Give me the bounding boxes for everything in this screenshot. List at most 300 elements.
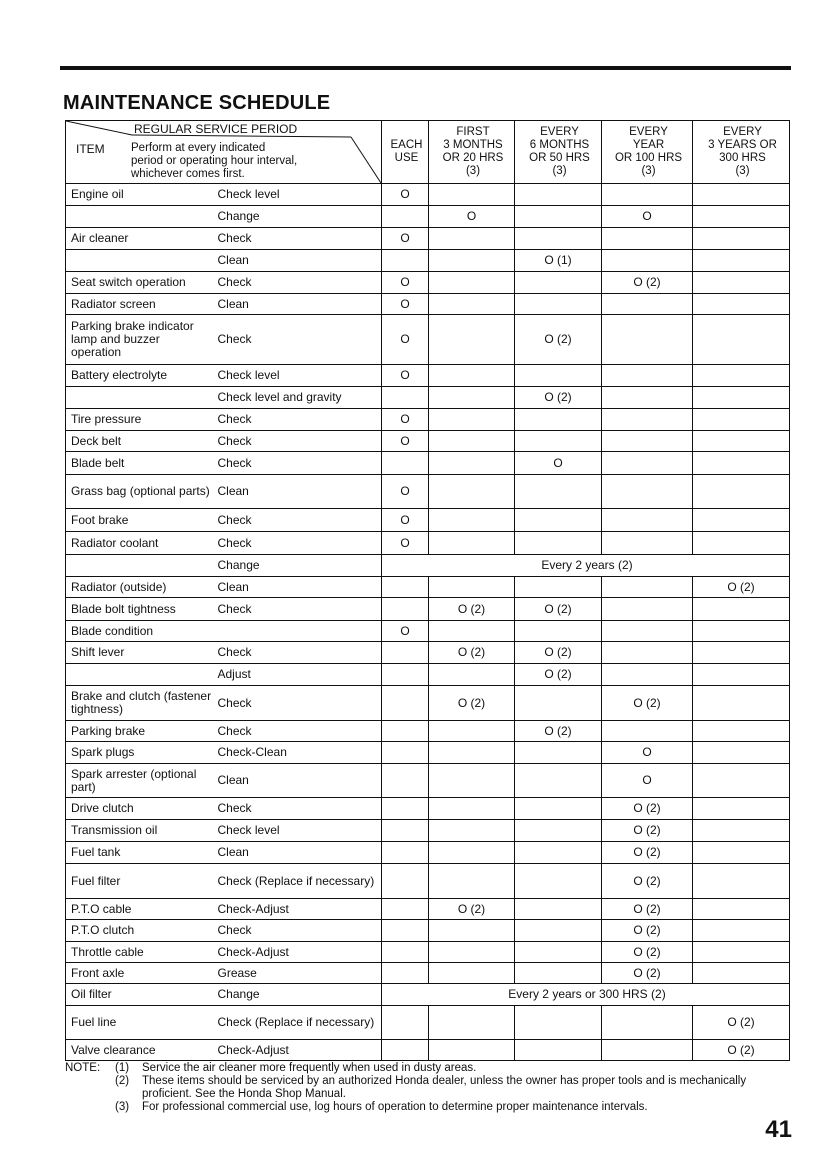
interval-cell: [429, 864, 515, 899]
action-cell: Check level: [214, 820, 382, 842]
interval-cell: [515, 431, 602, 452]
interval-cell: [602, 184, 693, 206]
interval-cell: [515, 798, 602, 820]
item-cell: Fuel line: [66, 1006, 214, 1040]
table-row: [66, 920, 790, 942]
action-cell: Check level and gravity: [214, 387, 382, 409]
interval-cell: [693, 920, 790, 942]
interval-cell: [515, 621, 602, 642]
interval-cell: O (2): [602, 272, 693, 294]
table-row: [66, 984, 790, 1006]
interval-cell: O (2): [429, 598, 515, 621]
interval-cell: [602, 387, 693, 409]
interval-cell: [429, 577, 515, 598]
regular-service-period-label: REGULAR SERVICE PERIOD: [134, 122, 298, 136]
interval-cell: [382, 577, 429, 598]
interval-cell: [382, 920, 429, 942]
interval-cell: O (2): [515, 721, 602, 742]
interval-cell: O: [515, 452, 602, 475]
interval-cell: [693, 820, 790, 842]
table-row: [66, 742, 790, 764]
col-first-3-months: FIRST 3 MONTHS OR 20 HRS (3): [429, 121, 515, 184]
interval-cell: [693, 742, 790, 764]
table-row: [66, 184, 790, 206]
table-row: [66, 864, 790, 899]
interval-cell: [602, 532, 693, 555]
action-cell: Check: [214, 686, 382, 721]
action-cell: Check (Replace if necessary): [214, 1006, 382, 1040]
interval-cell: [515, 942, 602, 963]
maintenance-table: [65, 120, 790, 1061]
item-cell: Grass bag (optional parts): [66, 475, 214, 509]
interval-cell: [602, 228, 693, 250]
interval-cell: [429, 431, 515, 452]
interval-cell: O (2): [602, 899, 693, 920]
action-cell: Check-Adjust: [214, 1040, 382, 1061]
item-cell: P.T.O clutch: [66, 920, 214, 942]
item-cell: Radiator coolant: [66, 532, 214, 555]
table-header-row: [66, 121, 790, 184]
interval-cell: [429, 228, 515, 250]
note-item: (2) These items should be serviced by an authorized Honda dealer, unless the owner has proper tools and is mechanically proficient. See the Honda Shop Manual.: [115, 1075, 747, 1100]
interval-span-cell: Every 2 years or 300 HRS (2): [382, 984, 790, 1006]
action-cell: Check: [214, 721, 382, 742]
interval-cell: [693, 387, 790, 409]
interval-cell: [429, 742, 515, 764]
table-row: [66, 365, 790, 387]
interval-cell: O: [382, 409, 429, 431]
table-row: [66, 206, 790, 228]
table-row: [66, 798, 790, 820]
interval-cell: O (2): [693, 577, 790, 598]
action-cell: Change: [214, 555, 382, 577]
table-row: [66, 1006, 790, 1040]
table-row: [66, 721, 790, 742]
interval-cell: O: [382, 315, 429, 365]
table-row: [66, 1040, 790, 1061]
action-cell: Check-Adjust: [214, 899, 382, 920]
interval-cell: [515, 475, 602, 509]
action-cell: Check: [214, 409, 382, 431]
interval-cell: [382, 798, 429, 820]
item-cell: Deck belt: [66, 431, 214, 452]
interval-cell: [602, 409, 693, 431]
interval-cell: [382, 864, 429, 899]
interval-cell: O: [382, 365, 429, 387]
item-cell: Engine oil: [66, 184, 214, 206]
col-every-6-months: EVERY 6 MONTHS OR 50 HRS (3): [515, 121, 602, 184]
table-row: [66, 598, 790, 621]
item-cell: Valve clearance: [66, 1040, 214, 1061]
interval-cell: [602, 452, 693, 475]
interval-cell: O (1): [515, 250, 602, 272]
header-item-period: [66, 121, 382, 184]
interval-cell: [429, 409, 515, 431]
interval-cell: [602, 365, 693, 387]
interval-cell: [602, 577, 693, 598]
interval-cell: [382, 942, 429, 963]
interval-cell: O (2): [602, 820, 693, 842]
action-cell: Clean: [214, 294, 382, 315]
item-cell: Shift lever: [66, 642, 214, 664]
interval-cell: [515, 864, 602, 899]
interval-cell: [515, 409, 602, 431]
interval-cell: [515, 1006, 602, 1040]
page-number: 41: [765, 1116, 792, 1143]
action-cell: Check: [214, 920, 382, 942]
action-cell: Check: [214, 272, 382, 294]
item-cell: Parking brake: [66, 721, 214, 742]
interval-cell: [602, 294, 693, 315]
note-label: NOTE:: [65, 1062, 101, 1074]
item-cell: Tire pressure: [66, 409, 214, 431]
interval-cell: [602, 315, 693, 365]
interval-cell: [429, 1006, 515, 1040]
action-cell: [214, 621, 382, 642]
interval-cell: O: [382, 509, 429, 532]
interval-cell: O (2): [602, 842, 693, 864]
interval-cell: O: [382, 184, 429, 206]
item-cell: Blade belt: [66, 452, 214, 475]
interval-cell: [429, 798, 515, 820]
table-row: [66, 294, 790, 315]
interval-cell: [515, 577, 602, 598]
interval-cell: [429, 387, 515, 409]
item-cell: Blade bolt tightness: [66, 598, 214, 621]
item-cell: [66, 555, 214, 577]
table-row: [66, 621, 790, 642]
action-cell: Check: [214, 228, 382, 250]
note-item: NOTE: (1) Service the air cleaner more frequently when used in dusty areas.: [65, 1062, 477, 1074]
interval-cell: [515, 963, 602, 984]
interval-cell: [602, 1006, 693, 1040]
interval-cell: O (2): [429, 686, 515, 721]
interval-cell: [429, 920, 515, 942]
interval-cell: O: [382, 431, 429, 452]
action-cell: Check-Adjust: [214, 942, 382, 963]
interval-cell: [693, 598, 790, 621]
interval-cell: [515, 184, 602, 206]
interval-cell: O (2): [602, 686, 693, 721]
interval-cell: O (2): [515, 664, 602, 686]
interval-cell: [429, 250, 515, 272]
interval-cell: [382, 764, 429, 798]
interval-cell: O: [382, 228, 429, 250]
interval-cell: [382, 721, 429, 742]
item-cell: Fuel tank: [66, 842, 214, 864]
interval-cell: [515, 820, 602, 842]
interval-cell: O: [382, 475, 429, 509]
item-cell: Radiator (outside): [66, 577, 214, 598]
interval-cell: [693, 409, 790, 431]
item-cell: [66, 250, 214, 272]
item-cell: Front axle: [66, 963, 214, 984]
interval-cell: [515, 1040, 602, 1061]
item-cell: [66, 387, 214, 409]
table-row: [66, 942, 790, 963]
interval-cell: [515, 365, 602, 387]
interval-cell: O: [602, 206, 693, 228]
interval-cell: [429, 452, 515, 475]
action-cell: Change: [214, 984, 382, 1006]
interval-cell: [693, 315, 790, 365]
interval-cell: [693, 642, 790, 664]
table-row: [66, 228, 790, 250]
table-row: [66, 250, 790, 272]
interval-cell: [515, 294, 602, 315]
col-each-use: EACH USE: [382, 121, 429, 184]
action-cell: Check: [214, 452, 382, 475]
table-row: [66, 452, 790, 475]
interval-cell: [602, 250, 693, 272]
interval-cell: [382, 686, 429, 721]
interval-cell: [602, 475, 693, 509]
action-cell: Check level: [214, 184, 382, 206]
action-cell: Check: [214, 315, 382, 365]
interval-cell: [693, 621, 790, 642]
interval-cell: [429, 621, 515, 642]
table-row: [66, 764, 790, 798]
action-cell: Check (Replace if necessary): [214, 864, 382, 899]
action-cell: Check: [214, 642, 382, 664]
interval-cell: O (2): [429, 899, 515, 920]
interval-cell: [515, 899, 602, 920]
interval-cell: O (2): [515, 315, 602, 365]
interval-cell: [693, 798, 790, 820]
interval-cell: O (2): [602, 864, 693, 899]
interval-cell: [693, 664, 790, 686]
interval-cell: [693, 431, 790, 452]
interval-cell: [382, 598, 429, 621]
interval-cell: [429, 365, 515, 387]
interval-cell: [693, 250, 790, 272]
interval-cell: [515, 206, 602, 228]
interval-cell: O (2): [602, 798, 693, 820]
interval-cell: O: [429, 206, 515, 228]
table-row: [66, 642, 790, 664]
notes: [65, 1062, 795, 1114]
interval-cell: [602, 621, 693, 642]
interval-cell: [515, 272, 602, 294]
table-row: [66, 509, 790, 532]
table-row: [66, 577, 790, 598]
table-row: [66, 475, 790, 509]
item-cell: Transmission oil: [66, 820, 214, 842]
interval-cell: [382, 1006, 429, 1040]
interval-cell: O: [382, 294, 429, 315]
action-cell: Clean: [214, 250, 382, 272]
interval-cell: [382, 742, 429, 764]
interval-cell: [693, 686, 790, 721]
interval-cell: [693, 452, 790, 475]
interval-cell: [429, 721, 515, 742]
interval-cell: [693, 228, 790, 250]
interval-cell: [382, 820, 429, 842]
action-cell: Check: [214, 798, 382, 820]
action-cell: Check: [214, 509, 382, 532]
interval-cell: [602, 509, 693, 532]
top-rule: [60, 66, 791, 70]
table-row: [66, 272, 790, 294]
interval-cell: O: [602, 764, 693, 798]
interval-cell: [429, 764, 515, 798]
interval-cell: O (2): [602, 920, 693, 942]
interval-cell: [429, 820, 515, 842]
interval-cell: [515, 742, 602, 764]
interval-span-cell: Every 2 years (2): [382, 555, 790, 577]
item-cell: Oil filter: [66, 984, 214, 1006]
interval-cell: [693, 365, 790, 387]
item-cell: Radiator screen: [66, 294, 214, 315]
interval-cell: O (2): [602, 963, 693, 984]
interval-cell: [693, 764, 790, 798]
table-row: [66, 409, 790, 431]
interval-cell: O (2): [693, 1040, 790, 1061]
table-row: [66, 532, 790, 555]
table-row: [66, 431, 790, 452]
interval-cell: [693, 509, 790, 532]
interval-cell: [429, 272, 515, 294]
interval-cell: [382, 1040, 429, 1061]
item-cell: [66, 664, 214, 686]
table-row: [66, 842, 790, 864]
item-cell: P.T.O cable: [66, 899, 214, 920]
table-body: [66, 184, 790, 1061]
interval-cell: [693, 721, 790, 742]
table-row: [66, 820, 790, 842]
interval-cell: [602, 642, 693, 664]
perform-note: Perform at every indicated period or operating hour interval, whichever comes first.: [131, 142, 298, 180]
action-cell: Check level: [214, 365, 382, 387]
interval-cell: [515, 764, 602, 798]
table-row: [66, 315, 790, 365]
table-row: [66, 664, 790, 686]
col-every-year: EVERY YEAR OR 100 HRS (3): [602, 121, 693, 184]
action-cell: Clean: [214, 842, 382, 864]
interval-cell: [429, 294, 515, 315]
item-cell: Drive clutch: [66, 798, 214, 820]
interval-cell: [382, 963, 429, 984]
interval-cell: [693, 864, 790, 899]
interval-cell: [693, 206, 790, 228]
action-cell: Check: [214, 532, 382, 555]
item-cell: Brake and clutch (fastener tightness): [66, 686, 214, 721]
item-cell: Seat switch operation: [66, 272, 214, 294]
interval-cell: [693, 475, 790, 509]
interval-cell: O: [382, 272, 429, 294]
item-cell: Blade condition: [66, 621, 214, 642]
item-cell: Spark plugs: [66, 742, 214, 764]
note-item: (3) For professional commercial use, log hours of operation to determine proper maintenance intervals.: [115, 1101, 648, 1113]
interval-cell: O (2): [515, 598, 602, 621]
interval-cell: [602, 431, 693, 452]
interval-cell: [602, 664, 693, 686]
interval-cell: O (2): [515, 387, 602, 409]
interval-cell: [382, 664, 429, 686]
interval-cell: [382, 206, 429, 228]
interval-cell: [693, 963, 790, 984]
interval-cell: O (2): [602, 942, 693, 963]
interval-cell: O (2): [429, 642, 515, 664]
item-cell: Spark arrester (optional part): [66, 764, 214, 798]
action-cell: Grease: [214, 963, 382, 984]
action-cell: Clean: [214, 475, 382, 509]
interval-cell: [602, 1040, 693, 1061]
interval-cell: [515, 509, 602, 532]
interval-cell: [382, 642, 429, 664]
table-row: [66, 555, 790, 577]
item-cell: [66, 206, 214, 228]
table-row: [66, 387, 790, 409]
interval-cell: [429, 664, 515, 686]
interval-cell: [429, 184, 515, 206]
item-label: ITEM: [76, 142, 105, 156]
interval-cell: [429, 315, 515, 365]
table-row: [66, 963, 790, 984]
interval-cell: [693, 184, 790, 206]
interval-cell: [515, 686, 602, 721]
action-cell: Change: [214, 206, 382, 228]
action-cell: Check: [214, 598, 382, 621]
interval-cell: [429, 842, 515, 864]
interval-cell: [693, 899, 790, 920]
interval-cell: [382, 899, 429, 920]
item-cell: Battery electrolyte: [66, 365, 214, 387]
interval-cell: [515, 228, 602, 250]
interval-cell: [693, 842, 790, 864]
action-cell: Clean: [214, 577, 382, 598]
item-cell: Throttle cable: [66, 942, 214, 963]
table-row: [66, 899, 790, 920]
action-cell: Clean: [214, 764, 382, 798]
interval-cell: [382, 452, 429, 475]
interval-cell: [429, 1040, 515, 1061]
interval-cell: [602, 721, 693, 742]
interval-cell: O (2): [693, 1006, 790, 1040]
interval-cell: [429, 963, 515, 984]
item-cell: Parking brake indicator lamp and buzzer operation: [66, 315, 214, 365]
interval-cell: [429, 509, 515, 532]
interval-cell: [429, 532, 515, 555]
interval-cell: O (2): [515, 642, 602, 664]
table-row: [66, 686, 790, 721]
interval-cell: [693, 272, 790, 294]
action-cell: Check: [214, 431, 382, 452]
item-cell: Air cleaner: [66, 228, 214, 250]
interval-cell: [382, 842, 429, 864]
interval-cell: [602, 598, 693, 621]
interval-cell: [515, 532, 602, 555]
interval-cell: [693, 294, 790, 315]
interval-cell: [515, 842, 602, 864]
interval-cell: O: [382, 621, 429, 642]
action-cell: Check-Clean: [214, 742, 382, 764]
interval-cell: [382, 387, 429, 409]
page-title: MAINTENANCE SCHEDULE: [63, 92, 331, 114]
interval-cell: [693, 532, 790, 555]
item-cell: Foot brake: [66, 509, 214, 532]
interval-cell: [382, 250, 429, 272]
interval-cell: [693, 942, 790, 963]
interval-cell: [429, 942, 515, 963]
interval-cell: [515, 920, 602, 942]
col-every-3-years: EVERY 3 YEARS OR 300 HRS (3): [693, 121, 790, 184]
item-cell: Fuel filter: [66, 864, 214, 899]
interval-cell: O: [602, 742, 693, 764]
interval-cell: [429, 475, 515, 509]
action-cell: Adjust: [214, 664, 382, 686]
interval-cell: O: [382, 532, 429, 555]
